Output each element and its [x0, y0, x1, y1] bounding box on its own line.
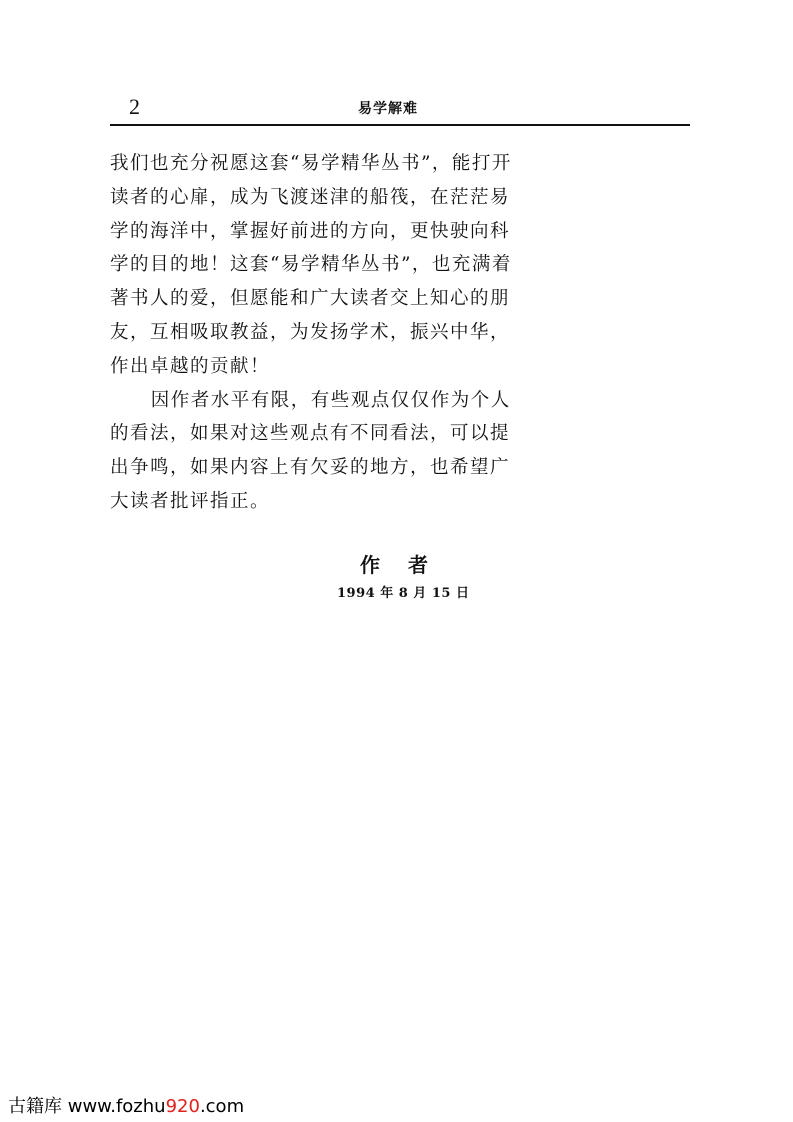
running-title: 易学解难 [358, 101, 418, 117]
watermark-number: 920 [165, 1096, 200, 1117]
paragraph-2: 因作者水平有限，有些观点仅仅作为个人的看法，如果对这些观点有不同看法，可以提出争鸣，如果内容上有欠妥的地方，也希望广大读者批评指正。 [110, 389, 511, 512]
author-signature: 作者 [360, 553, 456, 577]
paragraph-1: 我们也充分祝愿这套“易学精华丛书”，能打开读者的心扉，成为飞渡迷津的船筏，在茫茫易学的海洋中，掌握好前进的方向，更快驶向科学的目的地！这套“易学精华丛书”，也充满着著书人的爱，但愿能和广大读者交上知心的朋友，互相吸取教益，为发扬学术，振兴中华，作出卓越的贡献！ [110, 153, 512, 377]
signature-date: 1994 年 8 月 15 日 [337, 586, 470, 601]
watermark [8, 1096, 244, 1118]
body-text [110, 147, 520, 519]
watermark-prefix: 古籍库 www.fozhu [8, 1096, 166, 1117]
watermark-suffix: .com [199, 1096, 245, 1117]
page-number: 2 [129, 94, 140, 119]
header-rule [110, 124, 690, 126]
